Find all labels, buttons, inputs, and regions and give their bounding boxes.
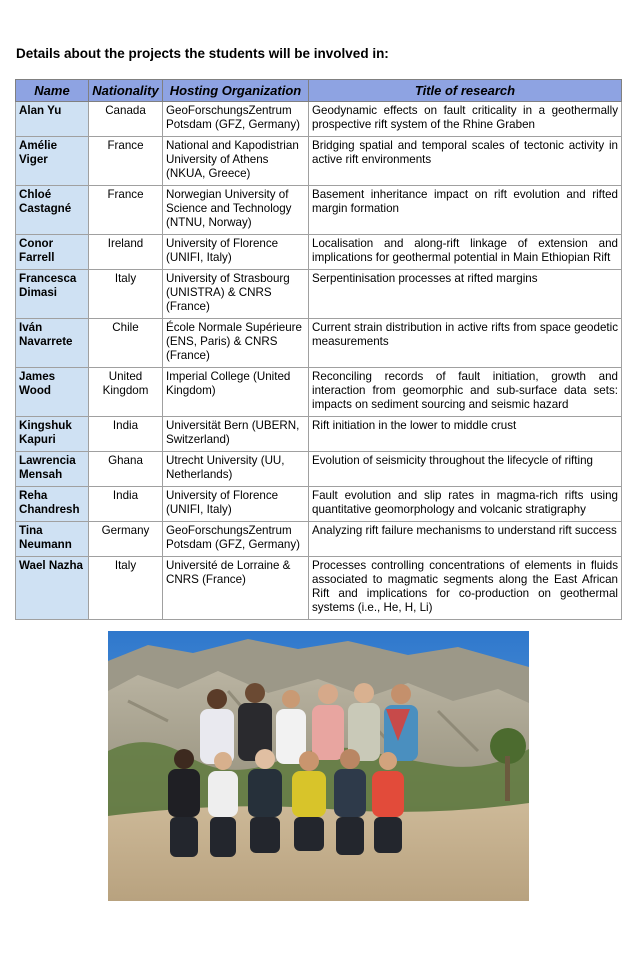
table-row — [16, 522, 622, 557]
cell-nationality: France — [89, 137, 163, 186]
cell-nationality: Canada — [89, 102, 163, 137]
cell-organization: Universität Bern (UBERN, Switzerland) — [163, 417, 309, 452]
cell-name: Francesca Dimasi — [16, 270, 89, 319]
table-row — [16, 186, 622, 235]
table-row — [16, 137, 622, 186]
header-name: Name — [16, 80, 89, 102]
cell-title: Geodynamic effects on fault criticality in a geothermally prospective rift system of the Rhine Graben — [309, 102, 622, 137]
cell-nationality: United Kingdom — [89, 368, 163, 417]
cell-title: Basement inheritance impact on rift evolution and rifted margin formation — [309, 186, 622, 235]
cell-name: Wael Nazha — [16, 557, 89, 620]
table-header-row — [16, 80, 622, 102]
cell-title: Localisation and along-rift linkage of extension and implications for geothermal potential in Main Ethiopian Rift — [309, 235, 622, 270]
cell-nationality: Chile — [89, 319, 163, 368]
table-row — [16, 452, 622, 487]
cell-name: Lawrencia Mensah — [16, 452, 89, 487]
table-row — [16, 487, 622, 522]
cell-name: Tina Neumann — [16, 522, 89, 557]
cell-title: Processes controlling concentrations of elements in fluids associated to magmatic segments along the East African Rift and implications for co-production on geothermal systems (i.e., He, H, Li) — [309, 557, 622, 620]
cell-organization: Norwegian University of Science and Technology (NTNU, Norway) — [163, 186, 309, 235]
cell-title: Reconciling records of fault initiation, growth and interaction from geomorphic and sub-surface data sets: impacts on sediment sourcing and seismic hazard — [309, 368, 622, 417]
cell-organization: Imperial College (United Kingdom) — [163, 368, 309, 417]
cell-organization: National and Kapodistrian University of Athens (NKUA, Greece) — [163, 137, 309, 186]
cell-title: Evolution of seismicity throughout the lifecycle of rifting — [309, 452, 622, 487]
cell-organization: University of Strasbourg (UNISTRA) & CNRS (France) — [163, 270, 309, 319]
cell-organization: École Normale Supérieure (ENS, Paris) & CNRS (France) — [163, 319, 309, 368]
cell-name: Iván Navarrete — [16, 319, 89, 368]
header-title-of-research: Title of research — [309, 80, 622, 102]
cell-nationality: Ireland — [89, 235, 163, 270]
header-nationality: Nationality — [89, 80, 163, 102]
cell-title: Serpentinisation processes at rifted margins — [309, 270, 622, 319]
projects-table — [15, 79, 622, 620]
cell-nationality: Italy — [89, 270, 163, 319]
cell-organization: Utrecht University (UU, Netherlands) — [163, 452, 309, 487]
cell-title: Current strain distribution in active rifts from space geodetic measurements — [309, 319, 622, 368]
cell-nationality: India — [89, 417, 163, 452]
cell-organization: University of Florence (UNIFI, Italy) — [163, 235, 309, 270]
table-row — [16, 270, 622, 319]
cell-name: Conor Farrell — [16, 235, 89, 270]
table-row — [16, 102, 622, 137]
table-row — [16, 368, 622, 417]
cell-name: Kingshuk Kapuri — [16, 417, 89, 452]
cell-title: Fault evolution and slip rates in magma-rich rifts using quantitative geomorphology and volcanic stratigraphy — [309, 487, 622, 522]
cell-title: Bridging spatial and temporal scales of tectonic activity in active rift environments — [309, 137, 622, 186]
cell-organization: University of Florence (UNIFI, Italy) — [163, 487, 309, 522]
cell-nationality: India — [89, 487, 163, 522]
cell-title: Rift initiation in the lower to middle crust — [309, 417, 622, 452]
table-row — [16, 319, 622, 368]
cell-name: Reha Chandresh — [16, 487, 89, 522]
table-row — [16, 557, 622, 620]
table-row — [16, 417, 622, 452]
cell-nationality: Germany — [89, 522, 163, 557]
table-row — [16, 235, 622, 270]
header-hosting-organization: Hosting Organization — [163, 80, 309, 102]
cell-nationality: Ghana — [89, 452, 163, 487]
cell-nationality: France — [89, 186, 163, 235]
cell-organization: GeoForschungsZentrum Potsdam (GFZ, Germany) — [163, 102, 309, 137]
cell-name: Amélie Viger — [16, 137, 89, 186]
cell-title: Analyzing rift failure mechanisms to understand rift success — [309, 522, 622, 557]
cell-organization: Université de Lorraine & CNRS (France) — [163, 557, 309, 620]
cell-name: James Wood — [16, 368, 89, 417]
cell-name: Alan Yu — [16, 102, 89, 137]
cell-organization: GeoForschungsZentrum Potsdam (GFZ, Germany) — [163, 522, 309, 557]
group-photo — [108, 631, 529, 901]
cell-name: Chloé Castagné — [16, 186, 89, 235]
cell-nationality: Italy — [89, 557, 163, 620]
page-heading: Details about the projects the students will be involved in: — [16, 46, 389, 61]
